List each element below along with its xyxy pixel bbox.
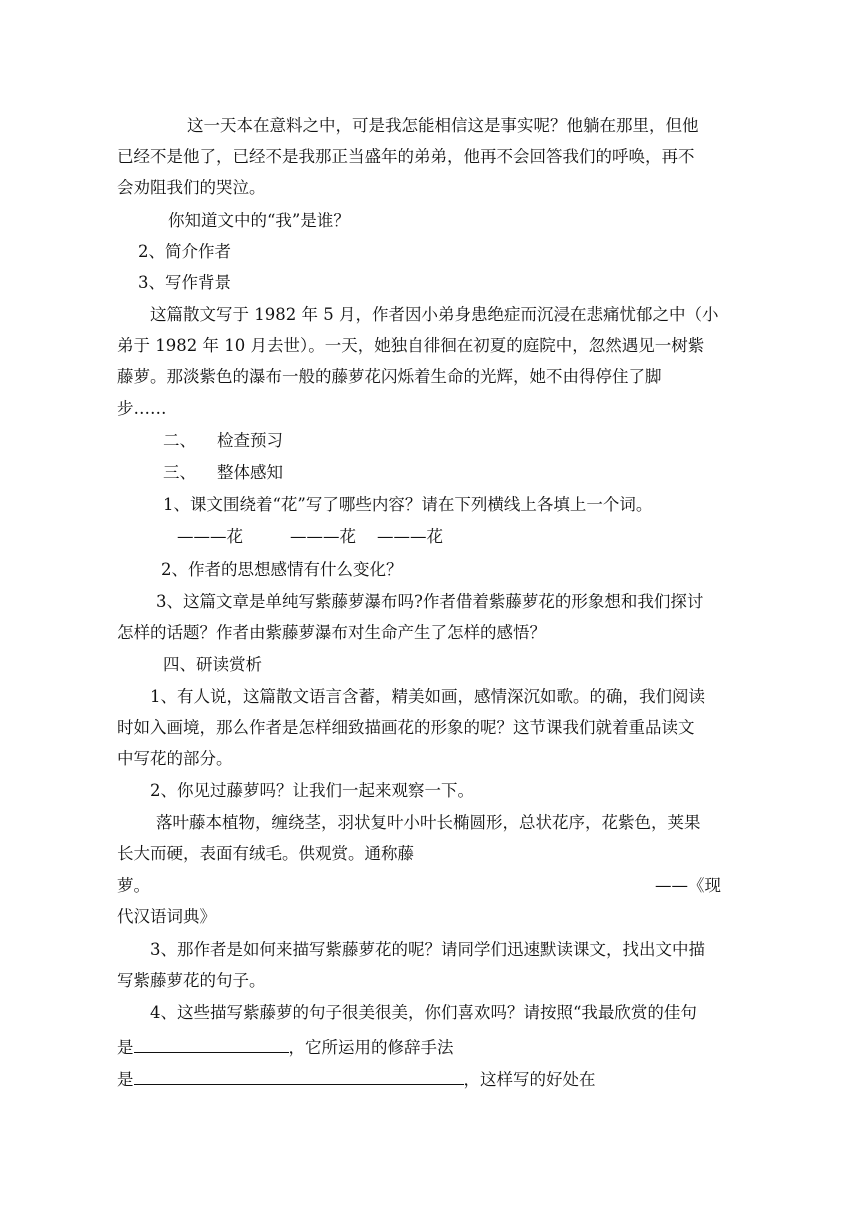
answer-blank-sentence[interactable] [134,1035,289,1053]
answer-suffix: ，这样写的好处在 [463,1070,596,1089]
question-line: 2、作者的思想感情有什么变化？ [161,560,403,579]
section-title: 检查预习 [217,431,283,450]
question-line: 写紫藤萝花的句子。 [117,971,266,990]
item-author-intro: 2、简介作者 [138,242,231,261]
question-line: 1、有人说，这篇散文语言含蓄，精美如画，感情深沉如歌。的确，我们阅读 [150,687,705,706]
background-line: 步…… [117,399,167,418]
section-number: 二、 [163,431,196,450]
answer-blank-rhetoric[interactable] [134,1067,464,1085]
definition-source: ——《现 [655,876,721,895]
fill-blank: ———花 [377,527,443,546]
section-number: 三、 [163,463,196,482]
question-line: 3、那作者是如何来描写紫藤萝花的呢？请同学们迅速默读课文，找出文中描 [150,940,705,959]
paragraph-line: 会劝阻我们的哭泣。 [117,178,266,197]
background-line: 弟于 1982 年 10 月去世）。一天，她独自徘徊在初夏的庭院中，忽然遇见一树紫 [117,336,705,355]
paragraph-line: 这一天本在意料之中，可是我怎能相信这是事实呢？他躺在那里，但他 [187,116,699,135]
definition-line: 长大而硬，表面有绒毛。供观赏。通称藤 [117,844,414,863]
answer-suffix: ，它所运用的修辞手法 [288,1038,454,1057]
question-line: 1、课文围绕着“花”写了哪些内容？请在下列横线上各填上一个词。 [163,495,653,514]
item-background: 3、写作背景 [138,273,231,292]
question-line: 时如入画境，那么作者是怎样细致描画花的形象的呢？这节课我们就着重品读文 [117,718,695,737]
answer-prefix: 是 [117,1070,134,1089]
answer-prefix: 是 [117,1038,134,1057]
section-title: 四、研读赏析 [163,655,262,674]
question-who: 你知道文中的“我”是谁？ [168,211,350,230]
definition-line: 萝。 [117,876,150,895]
background-line: 藤萝。那淡紫色的瀑布一般的藤萝花闪烁着生命的光辉，她不由得停住了脚 [117,367,662,386]
definition-line: 落叶藤本植物，缠绕茎，羽状复叶小叶长椭圆形，总状花序，花紫色，荚果 [156,813,701,832]
definition-source: 代汉语词典》 [117,907,216,926]
paragraph-line: 已经不是他了，已经不是我那正当盛年的弟弟，他再不会回答我们的呼唤，再不 [117,147,695,166]
question-line: 2、你见过藤萝吗？让我们一起来观察一下。 [150,781,474,800]
background-line: 这篇散文写于 1982 年 5 月，作者因小弟身患绝症而沉浸在悲痛忧郁之中（小 [150,305,719,324]
answer-line [117,1035,454,1058]
question-line: 怎样的话题？作者由紫藤萝瀑布对生命产生了怎样的感悟？ [117,623,546,642]
fill-blank: ———花 [290,527,356,546]
question-line: 3、这篇文章是单纯写紫藤萝瀑布吗?作者借着紫藤萝花的形象想和我们探讨 [156,592,704,611]
section-title: 整体感知 [217,463,283,482]
answer-line [117,1067,596,1090]
fill-blank: ———花 [177,527,243,546]
question-line: 中写花的部分。 [117,749,233,768]
question-line: 4、这些描写紫藤萝的句子很美很美，你们喜欢吗？请按照“我最欣赏的佳句 [150,1003,697,1022]
